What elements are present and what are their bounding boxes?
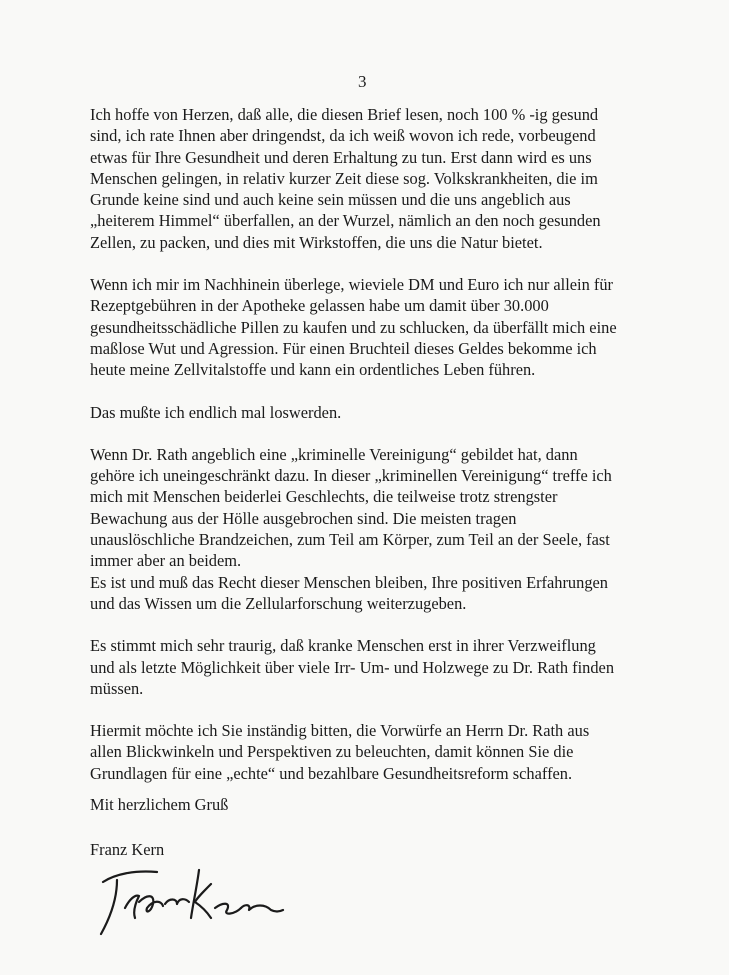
text-line: und das Wissen um die Zellularforschung weiterzugeben. [90,593,467,613]
paragraph-gap [90,381,680,402]
text-line: Es stimmt mich sehr traurig, daß kranke Menschen erst in ihrer Verzweiflung [90,636,596,656]
page-number: 3 [358,72,367,91]
text-line: maßlose Wut und Agression. Für einen Bruchteil dieses Geldes bekomme ich [90,338,597,358]
text-line: gesundheitsschädliche Pillen zu kaufen und zu schlucken, da überfällt mich eine [90,317,617,337]
text-line: Wenn Dr. Rath angeblich eine „kriminelle Vereinigung“ gebildet hat, dann [90,444,578,464]
text-line: Bewachung aus der Hölle ausgebrochen sind. Die meisten tragen [90,508,517,528]
text-line: allen Blickwinkeln und Perspektiven zu beleuchten, damit können Sie die [90,742,574,762]
paragraph-6 [90,720,680,784]
letter-body [90,104,680,784]
text-line: Zellen, zu packen, und dies mit Wirkstoffen, die uns die Natur bietet. [90,232,543,252]
handwritten-signature [95,858,285,938]
text-line: mich mit Menschen beiderlei Geschlechts, die teilweise trotz strengster [90,487,558,507]
paragraph-5 [90,635,680,699]
text-line: Es ist und muß das Recht dieser Menschen bleiben, Ihre positiven Erfahrungen [90,572,608,592]
paragraph-4 [90,444,680,614]
text-line: heute meine Zellvitalstoffe und kann ein ordentliches Leben führen. [90,360,536,380]
signer-name: Franz Kern [90,840,165,859]
paragraph-1 [90,104,680,253]
text-line: Grundlagen für eine „echte“ und bezahlbare Gesundheitsreform schaffen. [90,763,573,783]
paragraph-gap [90,423,680,444]
paragraph-gap [90,614,680,635]
text-line: Rezeptgebühren in der Apotheke gelassen habe um damit über 30.000 [90,296,549,316]
paragraph-2 [90,274,680,380]
text-line: Ich hoffe von Herzen, daß alle, die diesen Brief lesen, noch 100 % -ig gesund [90,105,599,124]
paragraph-gap [90,699,680,720]
text-line: Wenn ich mir im Nachhinein überlege, wieviele DM und Euro ich nur allein für [90,275,614,295]
paragraph-gap [90,253,680,274]
text-line: müssen. [90,678,144,698]
text-line: Grunde keine sind und auch keine sein müssen und die uns angeblich aus [90,190,571,210]
text-line: und als letzte Möglichkeit über viele Irr- Um- und Holzwege zu Dr. Rath finden [90,657,615,677]
closing-salutation: Mit herzlichem Gruß [90,795,229,814]
text-line: Menschen gelingen, in relativ kurzer Zeit diese sog. Volkskrankheiten, die im [90,168,598,188]
text-line: gehöre ich uneingeschränkt dazu. In dieser „kriminellen Vereinigung“ treffe ich [90,466,612,486]
text-line: „heiterem Himmel“ überfallen, an der Wurzel, nämlich an den noch gesunden [90,211,601,231]
text-line: sind, ich rate Ihnen aber dringendst, da ich weiß wovon ich rede, vorbeugend [90,126,596,146]
text-line: immer aber an beidem. [90,551,242,571]
text-line: Hiermit möchte ich Sie inständig bitten, die Vorwürfe an Herrn Dr. Rath aus [90,721,590,741]
text-line: etwas für Ihre Gesundheit und deren Erhaltung zu tun. Erst dann wird es uns [90,147,592,167]
text-line: unauslöschliche Brandzeichen, zum Teil am Körper, zum Teil an der Seele, fast [90,530,610,550]
paragraph-3 [90,402,680,423]
text-line: Das mußte ich endlich mal loswerden. [90,402,342,422]
